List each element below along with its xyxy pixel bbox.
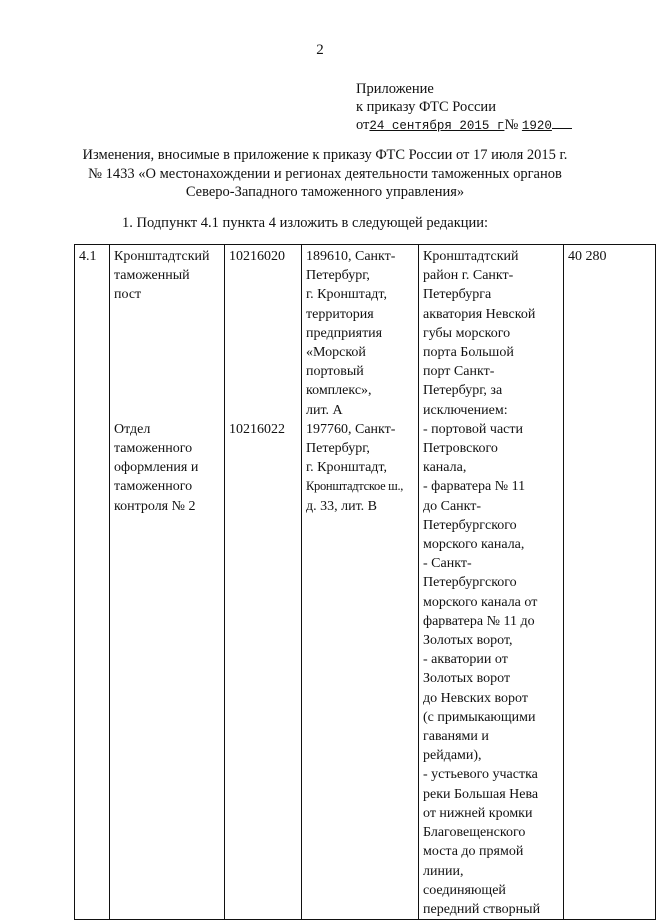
region-line: район г. Санкт-: [423, 268, 514, 284]
post1-address-line: 189610, Санкт-: [306, 249, 396, 264]
region-line: губы морского: [423, 325, 511, 341]
post1-name-line: Кронштадтский: [114, 249, 210, 264]
item-number: 4.1: [79, 249, 97, 264]
post2-name-line: контроля № 2: [114, 498, 196, 514]
count-value: 40 280: [568, 249, 607, 264]
region-line: соединяющей: [423, 882, 506, 898]
title-line-3: Северо-Западного таможенного управления»: [185, 184, 465, 200]
region-line: Петербург, за: [423, 383, 503, 399]
post2-address-line: д. 33, лит. В: [306, 498, 378, 514]
post1-address-line: территория: [306, 306, 374, 322]
post-address-cell: [302, 245, 419, 920]
region-line: - портовой части: [423, 421, 523, 437]
region-line: канала,: [423, 460, 467, 476]
region-line: линии,: [423, 863, 464, 879]
appendix-heading: Приложение: [356, 81, 434, 97]
post2-name-line: таможенного: [114, 479, 193, 495]
region-line: Кронштадтский: [423, 249, 519, 264]
post-name-cell: [110, 245, 225, 920]
page-number: 2: [316, 42, 324, 58]
region-line: Петровского: [423, 441, 498, 457]
post1-address-line: «Морской: [306, 345, 366, 361]
appendix-number-label: №: [504, 117, 519, 133]
title-line-1: Изменения, вносимые в приложение к приказу ФТС России от 17 июля 2015 г.: [82, 147, 568, 163]
document-title: [60, 146, 590, 202]
post2-name-line: оформления и: [114, 460, 199, 476]
region-line: морского канала,: [423, 537, 525, 553]
post2-address-line: Кронштадтское ш.,: [306, 479, 404, 494]
region-line: фарватера № 11 до: [423, 613, 535, 629]
customs-posts-table: [74, 244, 656, 920]
post1-address-line: лит. А: [306, 402, 343, 418]
region-line: - устьевого участка: [423, 767, 538, 783]
post2-code: 10216022: [229, 421, 285, 437]
post2-name-line: таможенного: [114, 440, 193, 456]
post1-address-line: комплекс»,: [306, 383, 372, 399]
region-line: Золотых ворот,: [423, 633, 513, 649]
count-cell: [564, 245, 656, 920]
title-line-2: № 1433 «О местонахождении и регионах деятельности таможенных органов: [88, 165, 562, 182]
region-line: - Санкт-: [423, 556, 472, 572]
region-line: от нижней кромки: [423, 805, 533, 821]
region-line: порта Большой: [423, 345, 514, 361]
post2-address-line: Петербург,: [306, 441, 370, 457]
region-line: реки Большая Нева: [423, 786, 539, 802]
region-cell: [419, 245, 564, 920]
region-line: морского канала от: [423, 594, 538, 610]
region-line: гаванями и: [423, 729, 489, 745]
region-line: - акватории от: [423, 652, 508, 668]
region-line: исключением:: [423, 402, 508, 418]
post1-address-line: портовый: [306, 364, 364, 380]
region-line: до Невских ворот: [423, 690, 528, 706]
region-line: Благовещенского: [423, 825, 526, 841]
post1-address-line: предприятия: [306, 325, 383, 341]
post1-name-line: пост: [114, 287, 142, 303]
post2-address-line: г. Кронштадт,: [306, 460, 387, 476]
post-code-cell: [225, 245, 302, 920]
post2-name-line: Отдел: [114, 421, 151, 437]
post1-name-line: таможенный: [114, 268, 190, 284]
region-line: Петербургского: [423, 575, 517, 591]
region-line: передний створный: [423, 901, 541, 917]
appendix-underline: [552, 118, 572, 129]
post2-address-line: 197760, Санкт-: [306, 421, 396, 437]
region-line: порт Санкт-: [423, 364, 495, 380]
appendix-date-number-line: [356, 116, 572, 135]
region-line: Золотых ворот: [423, 671, 511, 687]
appendix-order-ref: к приказу ФТС России: [356, 99, 496, 115]
table-row: [75, 245, 656, 920]
appendix-block: [356, 80, 572, 135]
region-line: Петербургского: [423, 517, 517, 533]
region-line: Петербурга: [423, 287, 492, 303]
region-line: рейдами),: [423, 748, 482, 764]
item-number-cell: [75, 245, 110, 920]
region-line: до Санкт-: [423, 498, 482, 514]
amendment-paragraph: 1. Подпункт 4.1 пункта 4 изложить в следующей редакции:: [122, 215, 489, 231]
region-line: акватория Невской: [423, 306, 536, 322]
post1-address-line: г. Кронштадт,: [306, 287, 387, 303]
region-line: моста до прямой: [423, 844, 524, 860]
appendix-date: 24 сентября 2015 г: [369, 119, 505, 133]
appendix-from-label: от: [356, 117, 370, 133]
post1-address-line: Петербург,: [306, 268, 370, 284]
region-line: (с примыкающими: [423, 709, 536, 725]
appendix-number: 1920: [521, 119, 552, 133]
region-line: - фарватера № 11: [423, 479, 526, 495]
post1-code: 10216020: [229, 249, 285, 264]
